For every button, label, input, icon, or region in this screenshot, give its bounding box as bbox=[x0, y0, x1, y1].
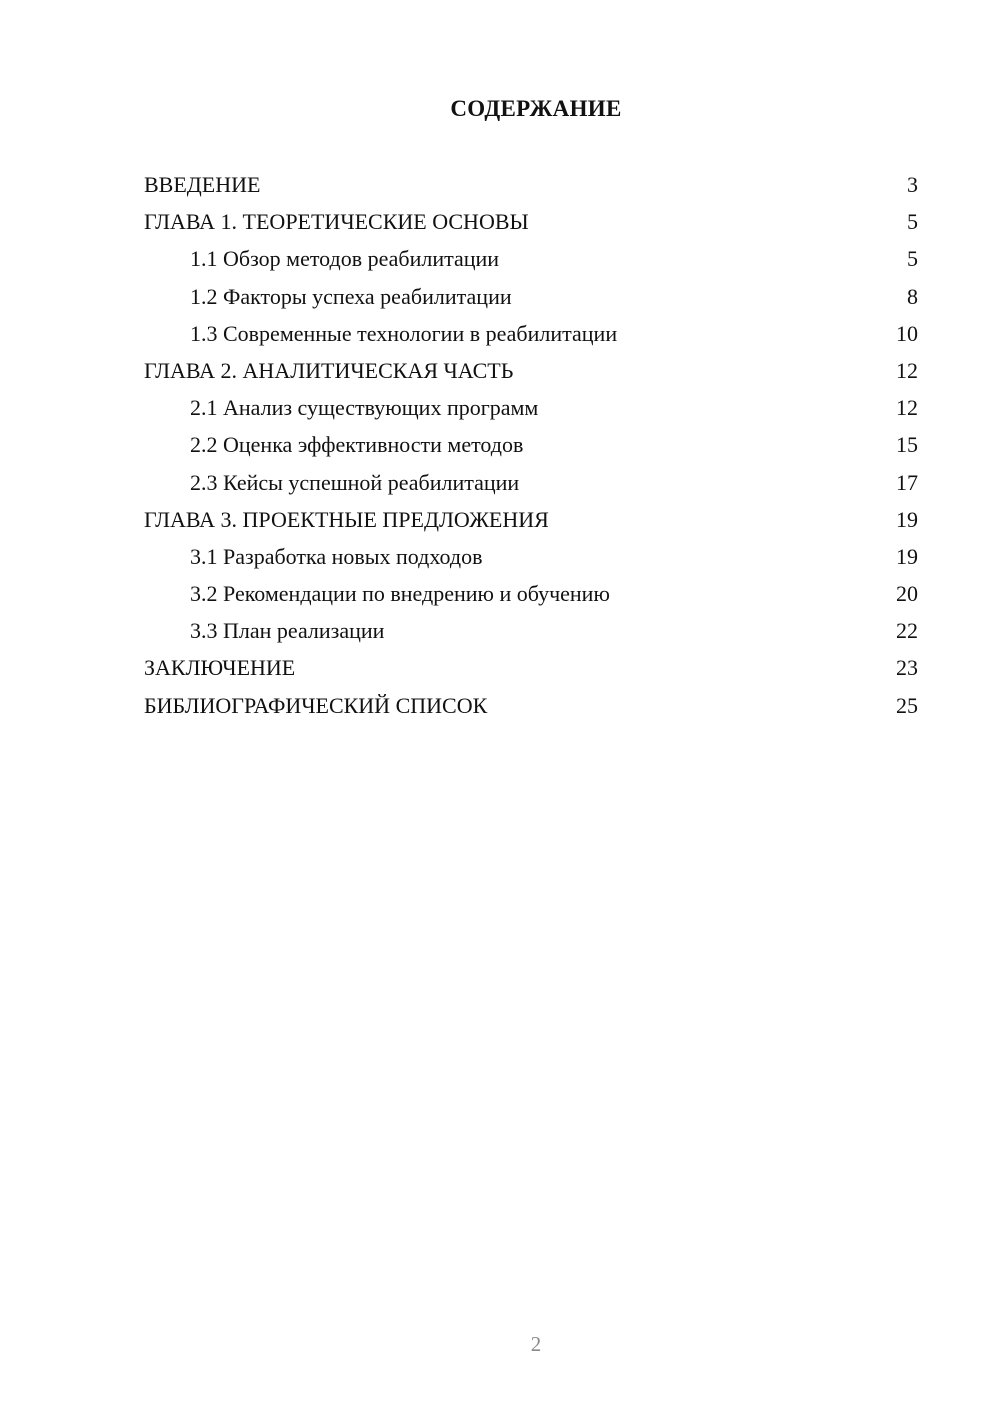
toc-entry-chapter-2[interactable] bbox=[144, 352, 918, 389]
toc-entry-label: 2.1 Анализ существующих программ bbox=[190, 395, 539, 421]
toc-entry-label: 1.3 Современные технологии в реабилитации bbox=[190, 320, 618, 346]
toc-entry-page: 5 bbox=[907, 246, 918, 272]
toc-entry-page: 23 bbox=[896, 655, 918, 681]
toc-entry-conclusion[interactable] bbox=[144, 649, 918, 686]
toc-entry-section-3-1[interactable] bbox=[144, 538, 918, 575]
toc-entry-page: 15 bbox=[896, 432, 918, 458]
toc-entry-label: ГЛАВА 1. ТЕОРЕТИЧЕСКИЕ ОСНОВЫ bbox=[144, 209, 529, 235]
toc-entry-page: 25 bbox=[896, 692, 918, 718]
toc-entry-page: 17 bbox=[896, 469, 918, 495]
toc-entry-label: 2.2 Оценка эффективности методов bbox=[190, 432, 524, 458]
toc-entry-section-1-2[interactable] bbox=[144, 278, 918, 315]
toc-entry-label: ГЛАВА 2. АНАЛИТИЧЕСКАЯ ЧАСТЬ bbox=[144, 357, 514, 383]
toc-entry-label: ЗАКЛЮЧЕНИЕ bbox=[144, 655, 296, 681]
toc-entry-label: 2.3 Кейсы успешной реабилитации bbox=[190, 469, 520, 495]
toc-entry-chapter-1[interactable] bbox=[144, 203, 918, 240]
toc-entry-page: 19 bbox=[896, 543, 918, 569]
toc-entry-page: 19 bbox=[896, 506, 918, 532]
toc-entry-page: 12 bbox=[896, 395, 918, 421]
toc-entry-label: БИБЛИОГРАФИЧЕСКИЙ СПИСОК bbox=[144, 692, 488, 718]
toc-entry-section-1-3[interactable] bbox=[144, 315, 918, 352]
toc-entry-introduction[interactable] bbox=[144, 166, 918, 203]
toc-entry-label: 3.3 План реализации bbox=[190, 618, 385, 644]
toc-entry-section-3-3[interactable] bbox=[144, 612, 918, 649]
toc-entry-page: 10 bbox=[896, 320, 918, 346]
toc-entry-label: 1.2 Факторы успеха реабилитации bbox=[190, 283, 512, 309]
toc-entry-page: 5 bbox=[907, 209, 918, 235]
page-title: СОДЕРЖАНИЕ bbox=[450, 96, 622, 121]
toc-entry-page: 3 bbox=[907, 172, 918, 197]
toc-entry-label: 3.2 Рекомендации по внедрению и обучению bbox=[190, 581, 610, 607]
toc-entry-page: 12 bbox=[896, 357, 918, 383]
toc-entry-page: 20 bbox=[896, 581, 918, 607]
page-number: 2 bbox=[530, 1332, 542, 1356]
toc-entry-section-2-3[interactable] bbox=[144, 464, 918, 501]
toc-entry-page: 8 bbox=[907, 283, 918, 309]
toc-entry-section-3-2[interactable] bbox=[144, 575, 918, 612]
toc-entry-page: 22 bbox=[896, 618, 918, 644]
toc-entry-bibliography[interactable] bbox=[144, 687, 918, 724]
toc-entry-chapter-3[interactable] bbox=[144, 501, 918, 538]
toc-entry-label: ВВЕДЕНИЕ bbox=[144, 172, 261, 197]
toc-entry-label: 1.1 Обзор методов реабилитации bbox=[190, 246, 500, 272]
toc-entry-section-2-1[interactable] bbox=[144, 389, 918, 426]
toc-entry-label: 3.1 Разработка новых подходов bbox=[190, 543, 483, 569]
toc-entry-label: ГЛАВА 3. ПРОЕКТНЫЕ ПРЕДЛОЖЕНИЯ bbox=[144, 506, 549, 532]
toc-entry-section-2-2[interactable] bbox=[144, 426, 918, 463]
table-of-contents bbox=[144, 166, 918, 724]
toc-entry-section-1-1[interactable] bbox=[144, 240, 918, 277]
